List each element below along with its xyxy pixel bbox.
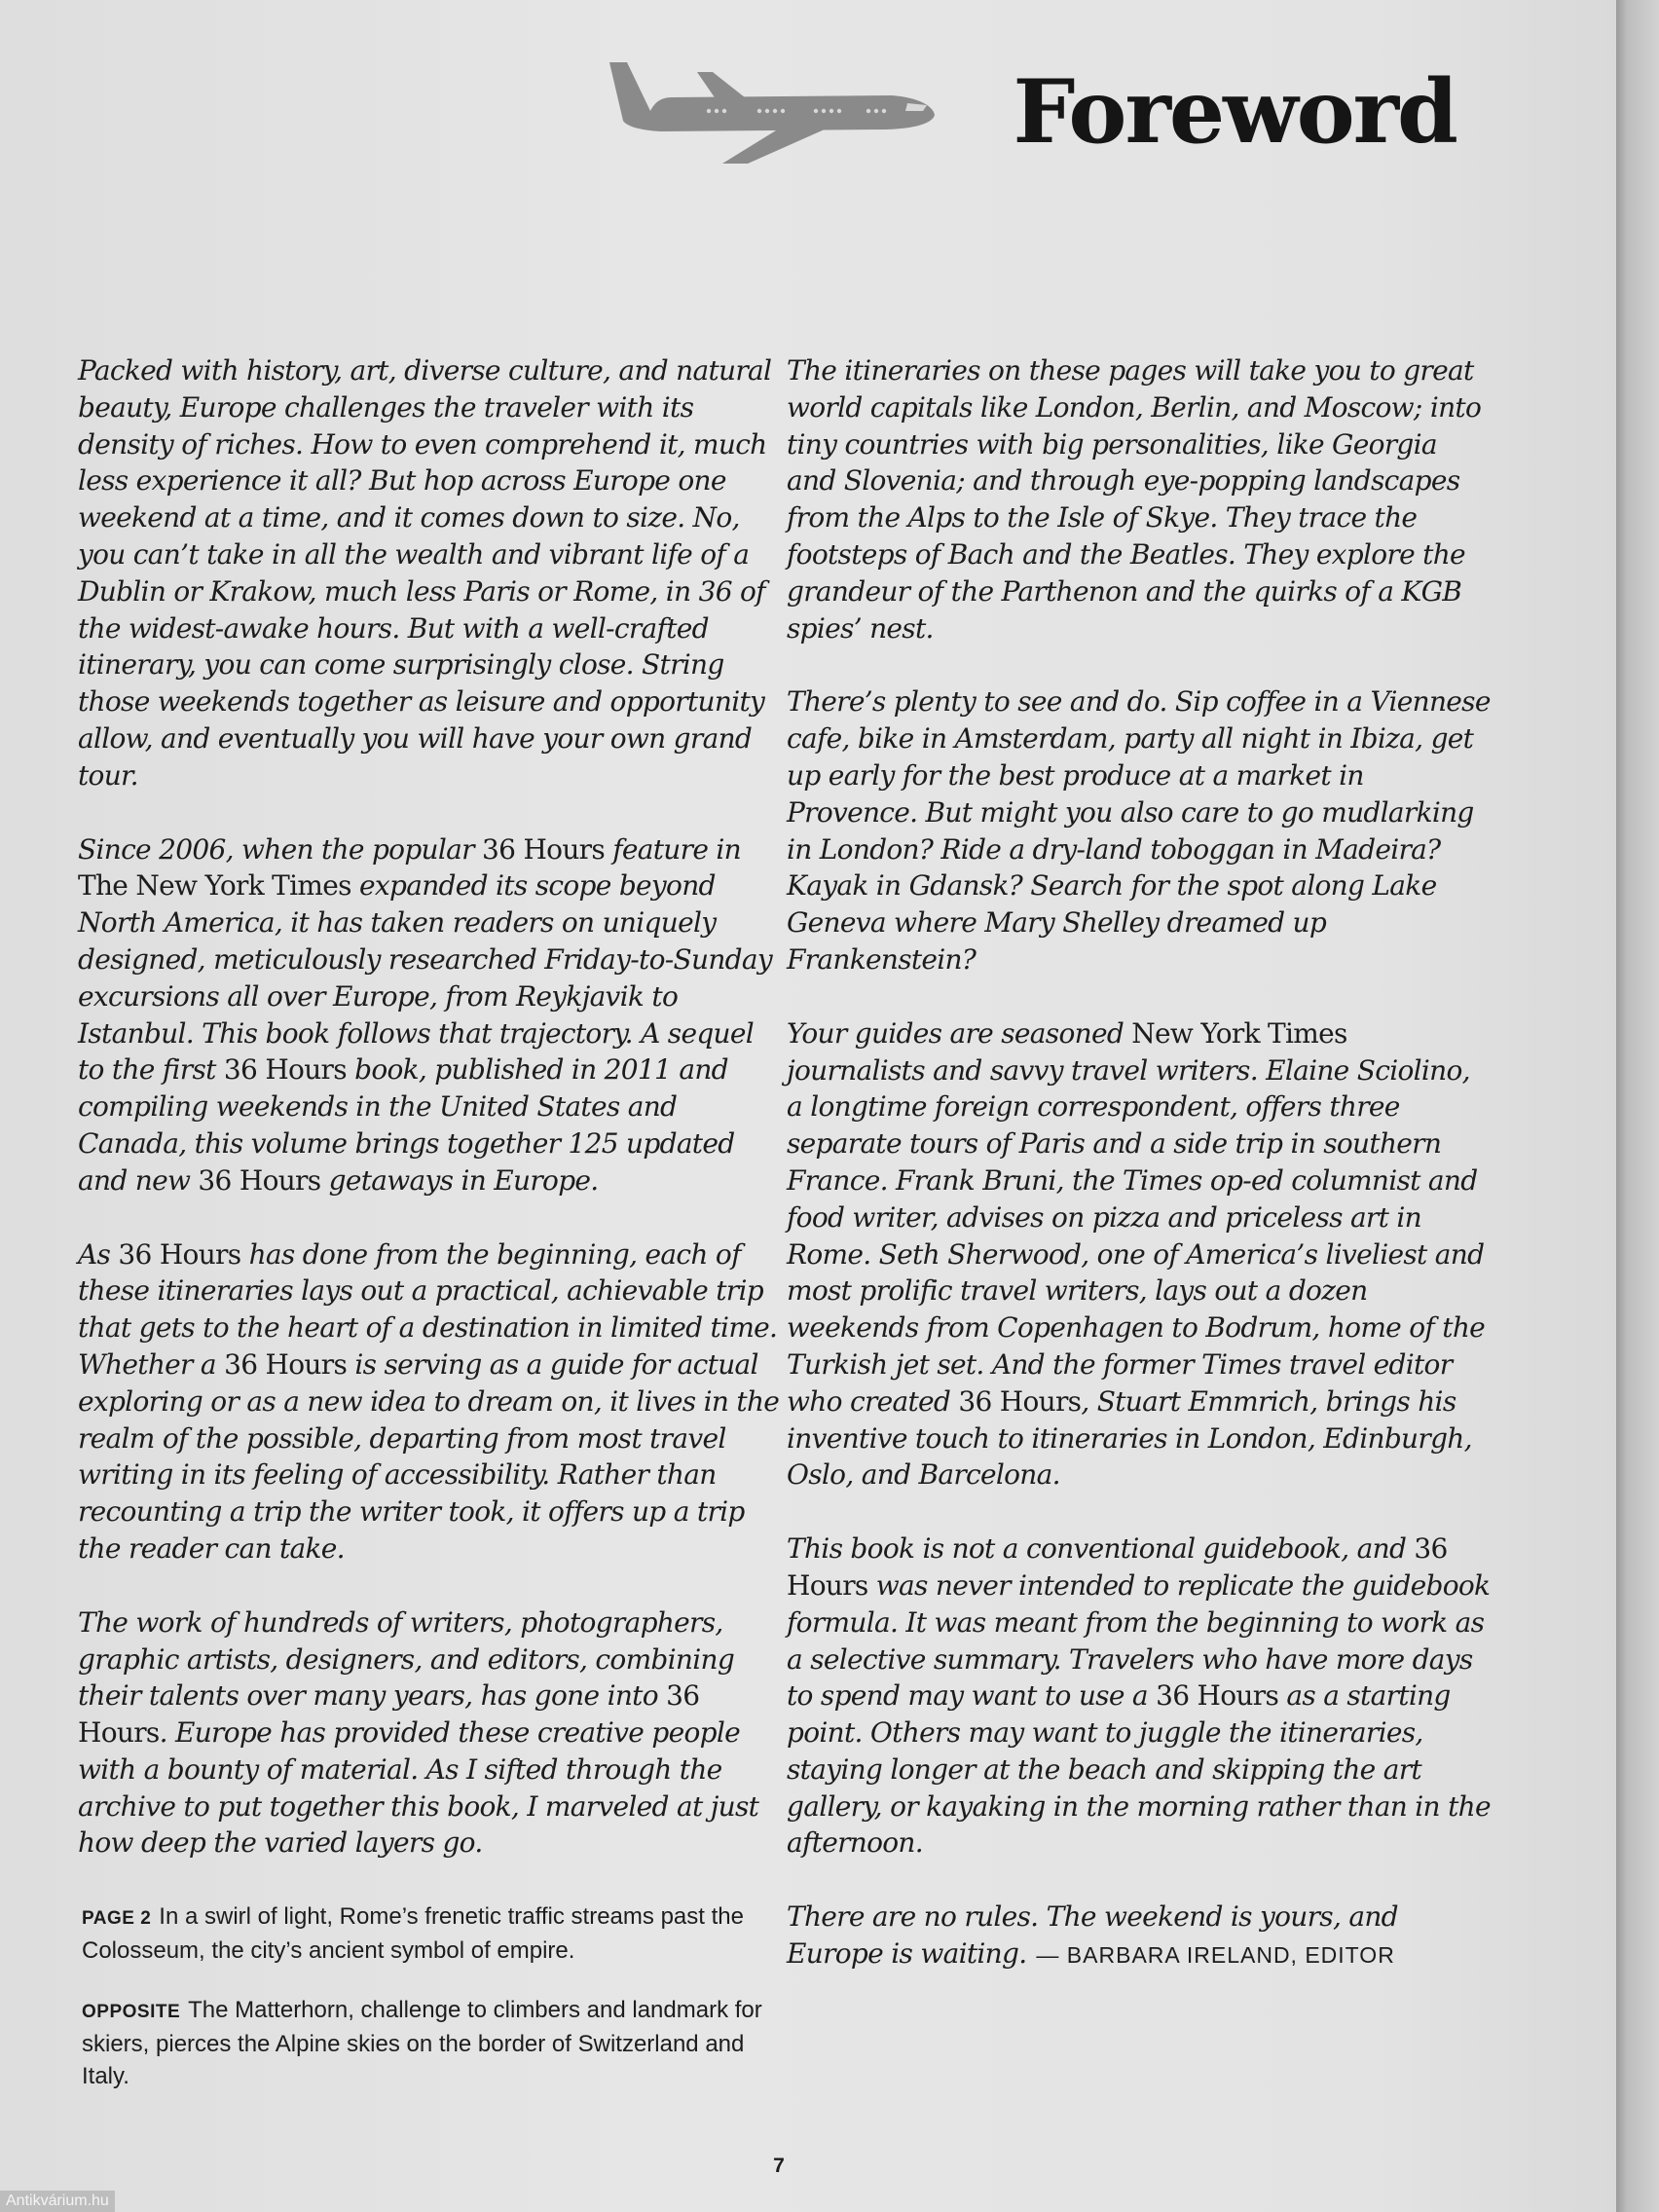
caption-opposite [82, 1994, 763, 2092]
plane-window-dot [715, 109, 719, 113]
paragraph-text: feature in [605, 832, 741, 866]
paragraph-text: The work of hundreds of writers, photographers, graphic artists, designers, and editors, combining their talents over many years, has gone into [78, 1605, 735, 1713]
paragraph-text: , Stuart Emmrich, brings his inventive touch to itineraries in London, Edinburgh, Oslo, and Barcelona. [787, 1384, 1472, 1492]
title-reference: 36 Hours [958, 1384, 1082, 1418]
caption-text: The Matterhorn, challenge to climbers and landmark for skiers, pierces the Alpine skies on the border of Switzerland and Italy. [82, 1997, 762, 2089]
paragraph-text: was never intended to replicate the guidebook formula. It was meant from the beginning to work as a selective summary. Travelers who have more days to spend may want to use a [787, 1568, 1491, 1713]
paragraph-text: is serving as a guide for actual exploring or as a new idea to dream on, it lives in the realm of the possible, departing from most travel writing in its feeling of accessibility. Rather than recounting a trip the writer took, it offers up a trip the reader can take. [78, 1347, 780, 1565]
title-reference: 36 Hours [1156, 1679, 1279, 1713]
paragraph-text: There are no rules. The weekend is yours, and Europe is waiting. [787, 1900, 1398, 1971]
plane-window-dot [866, 109, 870, 113]
paragraph-text: journalists and savvy travel writers. Elaine Sciolino, a longtime foreign correspondent, offers three separate tours of Paris and a side trip in southern France. Frank Bruni, the Times op-ed columnist and food writer, advises on pizza and priceless art in Rome. Seth Sherwood, one of America’s liveliest and most prolific travel writers, lays out a dozen weekends from Copenhagen to Bodrum, home of the Turkish jet set. And the former Times travel editor who created [787, 1053, 1486, 1418]
plane-window-dot [814, 109, 818, 113]
paragraph-text: Since 2006, when the popular [78, 832, 483, 866]
plane-window-dot [830, 109, 833, 113]
page-edge [1616, 0, 1659, 2212]
plane-fuselage [609, 62, 935, 131]
paragraph [787, 1015, 1493, 1493]
paragraph-text: . Europe has provided these creative people with a bounty of material. As I sifted through the archive to put together this book, I marveled at just how deep the varied layers go. [78, 1716, 759, 1860]
plane-window-dot [781, 109, 785, 113]
title-reference: 36 Hours [118, 1237, 241, 1271]
title-reference: The New York Times [78, 869, 351, 903]
plane-window-dot [822, 109, 826, 113]
paragraph-text: Packed with history, art, diverse culture, and natural beauty, Europe challenges the traveler with its density of riches. How to even comprehend it, much less experience it all? But hop across Europe one weekend at a time, and it comes down to size. No, you can’t take in all the wealth and vibrant life of a Dublin or Krakow, much less Paris or Rome, in 36 of the widest-awake hours. But with a well-crafted itinerary, you can come surprisingly close. String those weekends together as leisure and opportunity allow, and eventually you will have your own grand tour. [78, 354, 772, 792]
title-reference: 36 Hours [482, 832, 606, 866]
page-title: Foreword [1013, 60, 1456, 164]
paragraph-text: as a starting point. Others may want to juggle the itineraries, staying longer at the beach and skipping the art gallery, or kayaking in the morning rather than in the afternoon. [787, 1679, 1491, 1860]
plane-window-dot [874, 109, 878, 113]
plane-window-dot [773, 109, 777, 113]
title-reference: 36 Hours [223, 1053, 347, 1087]
plane-window-dot [757, 109, 761, 113]
title-reference: 36 Hours [78, 1679, 700, 1750]
paragraph [78, 1604, 784, 1862]
title-reference: New York Times [1131, 1016, 1347, 1050]
paragraph [787, 683, 1493, 977]
caption-label: PAGE 2 [82, 1908, 152, 1929]
plane-window-dot [765, 109, 769, 113]
paragraph [78, 831, 784, 1199]
paragraph-text: getaways in Europe. [320, 1163, 599, 1197]
plane-window-dot [837, 109, 841, 113]
paragraph-text: expanded its scope beyond North America, it has taken readers on uniquely designed, meticulously researched Friday-to-Sunday excursions all over Europe, from Reykjavik to Istanbul. This book follows that trajectory. A sequel to the first [78, 869, 773, 1087]
plane-window-dot [707, 109, 711, 113]
title-reference: 36 Hours [787, 1532, 1448, 1602]
title-reference: 36 Hours [198, 1163, 321, 1197]
paragraph-text: book, published in 2011 and compiling weekends in the United States and Canada, this volume brings together 125 updated and new [78, 1053, 735, 1197]
plane-window-dot [722, 109, 726, 113]
watermark: Antikvárium.hu [0, 2191, 115, 2212]
caption-page2 [82, 1900, 763, 1967]
paragraph [78, 1236, 784, 1567]
title-reference: 36 Hours [224, 1347, 348, 1381]
paragraph-text: There’s plenty to see and do. Sip coffee in a Viennese cafe, bike in Amsterdam, party all night in Ibiza, get up early for the best produce at a market in Provence. But might you also care to go mudlarking in London? Ride a dry-land toboggan in Madeira? Kayak in Gdansk? Search for the spot along Lake Geneva where Mary Shelley dreamed up Frankenstein? [787, 685, 1491, 976]
paragraph [787, 1899, 1493, 1974]
right-column [787, 352, 1493, 2011]
paragraph-text: This book is not a conventional guidebook, and [787, 1532, 1415, 1566]
left-column [78, 352, 784, 1899]
page-number: 7 [773, 2155, 785, 2177]
airplane-icon [604, 60, 944, 166]
paragraph-text: As [78, 1237, 119, 1271]
plane-window-dot [882, 109, 886, 113]
paragraph [787, 352, 1493, 646]
paragraph-text: has done from the beginning, each of these itineraries lays out a practical, achievable trip that gets to the heart of a destination in limited time. Whether a [78, 1237, 778, 1381]
paragraph-text: The itineraries on these pages will take you to great world capitals like London, Berlin, and Moscow; into tiny countries with big personalities, like Georgia and Slovenia; and through eye-popping landscapes from the Alps to the Isle of Skye. They trace the footsteps of Bach and the Beatles. They explore the grandeur of the Parthenon and the quirks of a KGB spies’ nest. [787, 354, 1482, 645]
caption-label: OPPOSITE [82, 2002, 181, 2022]
paragraph [787, 1530, 1493, 1862]
paragraph [78, 352, 784, 794]
editor-signoff: — BARBARA IRELAND, EDITOR [1036, 1942, 1395, 1969]
caption-text: In a swirl of light, Rome’s frenetic traffic streams past the Colosseum, the city’s ancient symbol of empire. [82, 1903, 744, 1964]
paragraph-text: Your guides are seasoned [787, 1016, 1132, 1050]
